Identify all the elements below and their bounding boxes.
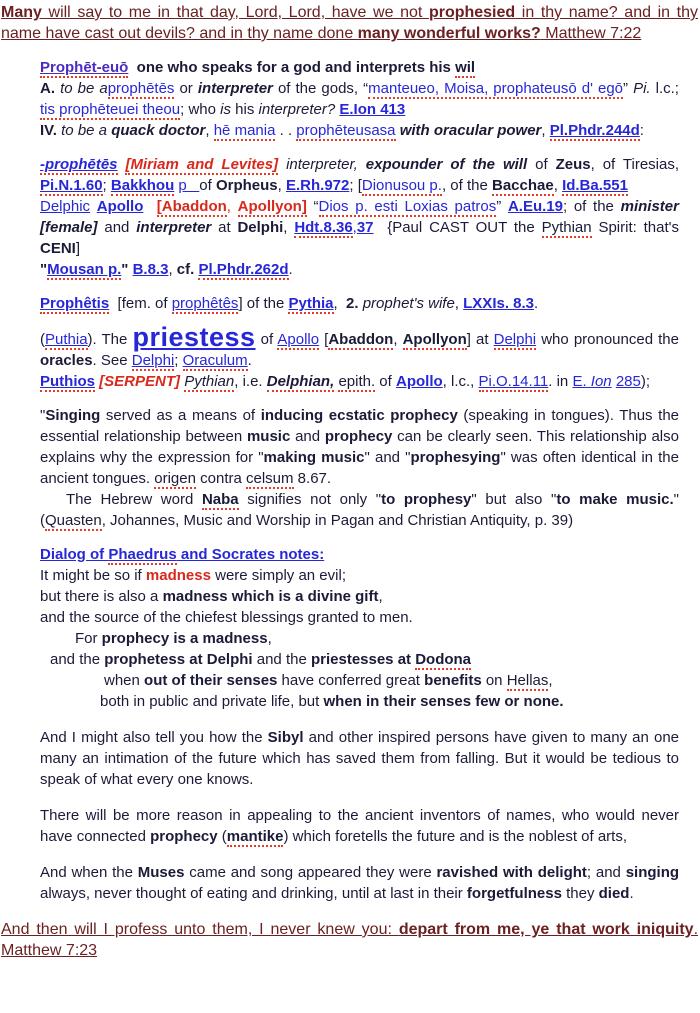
text-segment: There will be more reason in appealing to the ancient inventors of names, who would never have connected (40, 807, 679, 845)
text-segment: , (226, 198, 238, 215)
text-segment: prophesying (410, 449, 501, 466)
text-segment: one who speaks for a god and interprets his (128, 59, 456, 76)
text-segment: : (639, 122, 644, 139)
text-segment: Apollyon (402, 331, 467, 348)
link[interactable]: 285 (615, 373, 641, 390)
text-segment: ] (75, 240, 81, 257)
text-segment: ] at (466, 331, 494, 348)
text-segment: The Hebrew word (66, 491, 202, 508)
link[interactable]: Mousan p. (47, 261, 122, 278)
link[interactable]: Prophêtis (40, 295, 110, 312)
text-segment: And when the (40, 864, 138, 881)
text-segment: Quasten (45, 512, 102, 529)
text-segment: priestesses at (310, 651, 416, 668)
text-segment: minister [female] (40, 198, 679, 236)
text-segment: , (378, 588, 383, 605)
link[interactable]: Id.Ba.551 (562, 177, 628, 194)
text-segment: interpreter, (286, 156, 358, 173)
text-segment: when in their senses few or none. (323, 693, 564, 710)
text-segment: , i.e. (234, 373, 267, 390)
text-segment (278, 156, 286, 173)
text-segment: music (246, 428, 291, 445)
link[interactable]: Dionusou p. (361, 177, 442, 194)
link[interactable]: Apollo (96, 198, 144, 215)
text-segment: making music (263, 449, 365, 466)
text-segment: ; (174, 352, 183, 369)
text-segment: prophetess at Delphi (104, 651, 253, 668)
text-segment: madness (145, 567, 211, 584)
text-segment: of the gods, “ (272, 80, 369, 97)
text-segment: served as a means of (100, 407, 261, 424)
text-segment: signifies not only " (238, 491, 382, 508)
text-segment: prophecy is a madness (101, 630, 268, 647)
text-segment: with oracular power (399, 122, 542, 139)
text-segment: 2. (346, 295, 359, 312)
text-segment (90, 198, 97, 215)
text-segment: l.c.; (650, 80, 679, 97)
text-segment: " was often identical in the ancient tongues. (40, 449, 679, 487)
text-segment: contra (195, 470, 246, 487)
text-segment: , (352, 219, 357, 236)
text-segment: and the source of the chiefest blessings granted to men. (40, 609, 413, 626)
dialog-line-5 (50, 649, 679, 670)
text-segment: , (333, 295, 347, 312)
text-segment: CENI (40, 240, 76, 257)
text-segment: {Paul CAST OUT the (373, 219, 542, 236)
text-segment: oracles (40, 352, 93, 369)
text-segment: . (247, 352, 252, 369)
link[interactable]: prophēteusasa (296, 122, 396, 139)
link[interactable]: Apollo (277, 331, 320, 348)
text-segment: (speaking in tongues). Thus the essential relationship between (40, 407, 679, 445)
text-segment: out of their senses (144, 672, 278, 689)
text-segment: celsum (246, 470, 294, 487)
text-segment: always, never thought of eating and drinking, until at last in their (40, 885, 467, 902)
link[interactable]: Prophēt-euō (40, 59, 129, 76)
text-segment: , (168, 261, 177, 278)
text-segment: and the (50, 651, 105, 668)
link[interactable]: Pl.Phdr.244d (549, 122, 640, 139)
text-segment: Pythian (541, 219, 592, 236)
text-segment: interpreter (197, 80, 273, 97)
text-segment: , (393, 331, 403, 348)
link[interactable]: Delphic (40, 198, 91, 215)
text-segment: . (534, 295, 539, 312)
text-segment: , (277, 177, 286, 194)
link[interactable]: hē mania (213, 122, 276, 139)
text-segment: " (40, 261, 48, 278)
text-segment: to be a (61, 122, 112, 139)
text-segment: forgetfulness (466, 885, 562, 902)
text-segment: ] of the (238, 295, 289, 312)
text-segment: [Abaddon (156, 198, 227, 215)
link[interactable]: -prophētēs (40, 156, 118, 173)
text-segment: Abaddon (328, 331, 394, 348)
verse-bottom (1, 919, 698, 961)
link[interactable]: Ion (590, 373, 612, 390)
text-segment: and other inspired persons have given to many an one many an intimation of the future which has saved them from falling. But it would be tedious to speak of what every one knows. (40, 729, 679, 788)
text-segment: It might be so if (40, 567, 146, 584)
text-segment: ; who (180, 101, 221, 118)
text-segment: 8.67. (293, 470, 332, 487)
text-segment: [Miriam and Levites] (125, 156, 279, 173)
text-segment: have conferred great (277, 672, 425, 689)
text-segment: , (267, 630, 272, 647)
puthia-priestess (40, 322, 679, 371)
text-segment: in thy name? and in thy name have cast out devils? and in thy name done (1, 4, 698, 42)
dialog-heading (40, 544, 679, 565)
link[interactable]: Pl.Phdr.262d (198, 261, 289, 278)
text-segment: Naba (201, 491, 239, 508)
dialog-line-6 (104, 670, 679, 691)
text-segment: of (199, 177, 216, 194)
puthios-entry (40, 371, 679, 392)
text-segment: Bacchae (492, 177, 554, 194)
text-segment: died (598, 885, 630, 902)
text-segment: Singing (45, 407, 101, 424)
text-segment: " and " (364, 449, 411, 466)
link[interactable]: Puthia (45, 331, 88, 348)
text-segment: who pronounced the (536, 331, 679, 348)
link[interactable]: prophētēs (107, 80, 175, 97)
text-segment: both in public and private life, but (100, 693, 324, 710)
link[interactable]: Delphi (131, 352, 175, 369)
text-segment: , (283, 219, 295, 236)
text-segment: many wonderful works? (357, 25, 541, 42)
text-segment: . Matthew 7:23 (1, 921, 699, 959)
text-segment: and the (252, 651, 311, 668)
link[interactable]: E.Rh.972 (286, 177, 350, 194)
text-segment: to prophesy (381, 491, 472, 508)
text-segment: For (75, 630, 102, 647)
text-segment: Spirit: that's (591, 219, 680, 236)
text-segment: , of the (441, 177, 492, 194)
text-segment: , (454, 295, 464, 312)
link[interactable]: tis prophēteuei theou (40, 101, 181, 118)
quasten-quote (40, 405, 679, 489)
text-segment: [fem. of (109, 295, 172, 312)
link[interactable]: Hdt.8.36 (294, 219, 353, 236)
text-segment: prophecy (150, 828, 218, 845)
text-segment: Orpheus (215, 177, 278, 194)
text-segment: , l.c., (442, 373, 479, 390)
text-segment: " (121, 261, 133, 278)
text-segment: epith. (338, 373, 376, 390)
text-segment: came and song appeared they were (184, 864, 437, 881)
text-segment: ); (640, 373, 651, 390)
text-segment: Matthew 7:22 (540, 25, 642, 42)
dialog-line-7 (100, 691, 679, 712)
text-segment: Pi. (633, 80, 651, 97)
text-segment: at (211, 219, 238, 236)
text-segment: , (541, 122, 550, 139)
text-segment: to be a (60, 80, 108, 97)
text-segment: mantike (226, 828, 284, 845)
text-segment: Hellas (506, 672, 549, 689)
link[interactable]: p (178, 177, 200, 194)
link[interactable]: manteueo, Moisa, prophateusō d' egō (368, 80, 624, 97)
text-segment: prophet's wife (362, 295, 455, 312)
verse-top (1, 2, 698, 44)
text-segment: were simply an evil; (210, 567, 346, 584)
link[interactable]: prophêtês (171, 295, 239, 312)
text-segment: madness which is a divine gift (162, 588, 379, 605)
link[interactable]: Pi.N.1.60 (40, 177, 103, 194)
text-segment: Apollyon] (237, 198, 307, 215)
prophetis-entry (40, 293, 679, 314)
text-segment: ( (40, 331, 45, 348)
text-segment: Many (1, 4, 42, 21)
text-segment: origen (154, 470, 196, 487)
text-segment: " but also " (471, 491, 557, 508)
text-segment: and (290, 428, 325, 445)
text-segment: IV. (40, 122, 57, 139)
text-segment: inducing ecstatic prophecy (260, 407, 458, 424)
text-segment: Dodona (415, 651, 472, 668)
text-segment: . . (275, 122, 297, 139)
link[interactable]: Puthios (40, 373, 95, 390)
text-segment: , Johannes, Music and Worship in Pagan and Christian Antiquity, p. 39) (101, 512, 574, 529)
text-segment: " (40, 407, 46, 424)
text-segment: when (104, 672, 145, 689)
link[interactable]: 37 (356, 219, 374, 236)
text-segment: . See (92, 352, 132, 369)
text-segment: . (288, 261, 293, 278)
text-segment: ” (623, 80, 634, 97)
text-segment: they (561, 885, 599, 902)
link[interactable]: Oraculum (182, 352, 248, 369)
text-segment: of (375, 373, 396, 390)
link[interactable]: Delphi (493, 331, 537, 348)
text-segment: Pythian (184, 373, 235, 390)
lexicon-sense-a (40, 78, 679, 120)
text-segment: on (481, 672, 507, 689)
text-segment: A. (40, 80, 55, 97)
text-segment: to make music. (556, 491, 674, 508)
muses-para (40, 862, 679, 904)
link[interactable]: Dialog of (40, 546, 109, 563)
dialog-line-3 (40, 607, 679, 628)
link[interactable]: Apollo (396, 373, 443, 390)
text-segment: Delphian, (266, 373, 335, 390)
text-segment: interpreter? (258, 101, 340, 118)
text-segment: And then will I profess unto them, I never knew you: (1, 921, 399, 938)
text-segment: wil (455, 59, 476, 76)
text-segment (358, 156, 366, 173)
naba-note (40, 489, 679, 531)
link[interactable]: E. (572, 373, 591, 390)
sibyl-para (40, 727, 679, 790)
text-segment: of (527, 156, 556, 173)
mantike-para (40, 805, 679, 847)
text-segment: and (97, 219, 137, 236)
text-segment: [SERPENT] (99, 373, 181, 390)
text-segment: ; of the (562, 198, 621, 215)
text-segment: prophecy (324, 428, 393, 445)
link[interactable]: and Socrates notes: (176, 546, 325, 563)
text-segment: And I might also tell you how the (40, 729, 268, 746)
text-segment: ravished with delight (436, 864, 587, 881)
lexicon-sense-iv (40, 120, 679, 141)
link[interactable]: Pi.O.14.11 (478, 373, 549, 390)
link[interactable]: A.Eu.19 (507, 198, 563, 215)
text-segment (143, 198, 156, 215)
text-segment: ; [ (349, 177, 362, 194)
text-segment: prophesied (428, 4, 516, 21)
text-segment: will say to me in that day, Lord, Lord, have we not (41, 4, 429, 21)
text-segment: “ (306, 198, 319, 215)
text-segment: benefits (424, 672, 482, 689)
text-segment: , (205, 122, 214, 139)
mousan-citation (40, 259, 679, 280)
delphic-apollo (40, 196, 679, 259)
text-segment: , (553, 177, 563, 194)
dialog-line-4 (75, 628, 679, 649)
text-segment: his (230, 101, 259, 118)
text-segment: ). The (87, 331, 133, 348)
text-segment: , of Tiresias, (590, 156, 680, 173)
text-segment: . (629, 885, 634, 902)
text-segment: Delphi (237, 219, 284, 236)
link[interactable]: B.8.3 (132, 261, 169, 278)
link[interactable]: Dios p. esti Loxias patros (318, 198, 497, 215)
text-segment: cf. (176, 261, 195, 278)
dialog-line-1 (40, 565, 679, 586)
text-segment: expounder of the will (365, 156, 528, 173)
text-segment: " ( (40, 491, 679, 529)
link[interactable]: Pythia (288, 295, 334, 312)
text-segment: is (220, 101, 231, 118)
text-segment: ; (102, 177, 111, 194)
text-segment: ( (217, 828, 227, 845)
prophetes-entry (40, 154, 679, 196)
text-segment: or (174, 80, 198, 97)
link[interactable]: priestess (132, 322, 256, 352)
text-segment: can be clearly seen. This relationship also explains why the expression for " (40, 428, 679, 466)
text-segment: [ (319, 331, 329, 348)
text-segment: interpreter (136, 219, 212, 236)
link[interactable]: LXXIs. 8.3 (463, 295, 535, 312)
link[interactable]: Phaedrus (108, 546, 177, 563)
dialog-line-2 (40, 586, 679, 607)
text-segment: ; and (586, 864, 626, 881)
text-segment: of (255, 331, 278, 348)
text-segment: singing (625, 864, 680, 881)
text-segment: . in (548, 373, 573, 390)
text-segment: Muses (137, 864, 185, 881)
text-segment: , (548, 672, 553, 689)
text-segment: depart from me, ye that work iniquity (398, 921, 694, 938)
text-segment: ) which foretells the future and is the noblest of arts, (283, 828, 627, 845)
text-segment: Zeus (555, 156, 591, 173)
text-segment: quack doctor (111, 122, 206, 139)
text-segment: Sibyl (267, 729, 304, 746)
link[interactable]: E.Ion 413 (339, 101, 406, 118)
text-segment: but there is also a (40, 588, 163, 605)
lexicon-headword (40, 57, 679, 78)
link[interactable]: Bakkhou (110, 177, 175, 194)
text-segment: ” (496, 198, 508, 215)
